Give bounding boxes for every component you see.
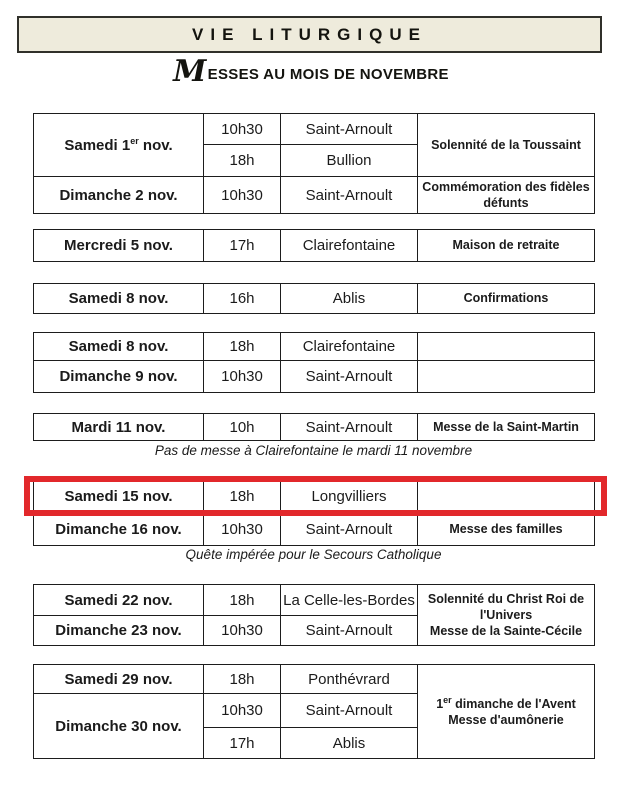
event-cell (418, 585, 595, 646)
mass-table-nov22-23 (33, 584, 595, 646)
event-cell: Maison de retraite (418, 230, 595, 262)
event-cell: Solennité de la Toussaint (418, 114, 595, 177)
date-cell: Samedi 8 nov. (34, 333, 204, 361)
time-cell: 17h (204, 728, 281, 759)
place-cell: Clairefontaine (281, 230, 418, 262)
place-cell: La Celle-les-Bordes (281, 585, 418, 616)
event-cell: Confirmations (418, 284, 595, 314)
event-line: Solennité du Christ Roi de l'Univers (427, 591, 585, 622)
place-cell: Saint-Arnoult (281, 361, 418, 393)
table-row (34, 333, 595, 361)
event-ordinal: er (443, 694, 452, 705)
mass-table-nov29-30 (33, 664, 595, 759)
time-cell: 17h (204, 230, 281, 262)
date-cell: Mercredi 5 nov. (34, 230, 204, 262)
time-cell: 18h (204, 481, 281, 513)
highlighted-table-row (34, 481, 595, 513)
date-cell: Samedi 29 nov. (34, 665, 204, 694)
event-stack (420, 695, 592, 729)
date-cell: Dimanche 30 nov. (34, 694, 204, 759)
place-cell: Ablis (281, 284, 418, 314)
table-row (34, 284, 595, 314)
event-line (420, 695, 592, 712)
place-cell: Ablis (281, 728, 418, 759)
place-cell: Ponthévrard (281, 665, 418, 694)
table-row (34, 361, 595, 393)
time-cell: 10h30 (204, 513, 281, 546)
event-cell (418, 333, 595, 361)
event-cell (418, 481, 595, 513)
time-cell: 16h (204, 284, 281, 314)
table-row (34, 665, 595, 694)
section-banner (17, 16, 602, 53)
time-cell: 10h30 (204, 114, 281, 145)
time-cell: 10h30 (204, 616, 281, 646)
place-cell: Saint-Arnoult (281, 694, 418, 728)
event-cell: Messe de la Saint-Martin (418, 414, 595, 441)
time-cell: 10h30 (204, 361, 281, 393)
note-quete-secours-catholique: Quête impérée pour le Secours Catholique (185, 547, 442, 562)
page-title-initial: M (173, 54, 207, 89)
date-cell: Dimanche 2 nov. (34, 177, 204, 214)
event-line: Messe de la Sainte-Cécile (429, 624, 583, 639)
place-cell: Saint-Arnoult (281, 414, 418, 441)
time-cell: 18h (204, 145, 281, 177)
mass-table-nov5 (33, 229, 595, 262)
place-cell: Clairefontaine (281, 333, 418, 361)
date-cell: Samedi 15 nov. (34, 481, 204, 513)
event-text: 1 (436, 696, 444, 711)
mass-table-nov15-16 (33, 480, 595, 546)
event-line: Messe d'aumônerie (448, 713, 564, 728)
date-cell: Dimanche 23 nov. (34, 616, 204, 646)
mass-table-nov1-2 (33, 113, 595, 214)
date-text: Samedi 1 (64, 137, 131, 154)
date-ordinal: er (130, 136, 139, 146)
time-cell: 18h (204, 585, 281, 616)
page-title-rest: ESSES AU MOIS DE NOVEMBRE (207, 66, 449, 83)
section-banner-title: VIE LITURGIQUE (192, 24, 427, 44)
event-cell (418, 361, 595, 393)
table-row (34, 114, 595, 145)
date-text: nov. (138, 137, 173, 154)
event-cell: Messe des familles (418, 513, 595, 546)
place-cell: Bullion (281, 145, 418, 177)
table-row (34, 414, 595, 441)
place-cell: Saint-Arnoult (281, 114, 418, 145)
place-cell: Saint-Arnoult (281, 616, 418, 646)
note-no-mass-clairefontaine: Pas de messe à Clairefontaine le mardi 11 novembre (154, 443, 473, 458)
date-cell (34, 114, 204, 177)
mass-table-nov8-9 (33, 332, 595, 393)
date-cell: Mardi 11 nov. (34, 414, 204, 441)
time-cell: 18h (204, 665, 281, 694)
event-text: dimanche de l'Avent (451, 696, 576, 711)
event-cell: Commémoration des fidèles défunts (418, 177, 595, 214)
date-cell: Samedi 22 nov. (34, 585, 204, 616)
date-cell: Samedi 8 nov. (34, 284, 204, 314)
table-row (34, 230, 595, 262)
time-cell: 18h (204, 333, 281, 361)
time-cell: 10h (204, 414, 281, 441)
time-cell: 10h30 (204, 177, 281, 214)
mass-table-nov11 (33, 413, 595, 441)
place-cell: Saint-Arnoult (281, 513, 418, 546)
event-stack (420, 591, 592, 640)
place-cell: Saint-Arnoult (281, 177, 418, 214)
table-row (34, 585, 595, 616)
event-cell (418, 665, 595, 759)
place-cell: Longvilliers (281, 481, 418, 513)
page-title (0, 54, 622, 89)
date-cell: Dimanche 9 nov. (34, 361, 204, 393)
table-row (34, 513, 595, 546)
table-row (34, 177, 595, 214)
date-cell: Dimanche 16 nov. (34, 513, 204, 546)
time-cell: 10h30 (204, 694, 281, 728)
mass-table-nov8-ablis (33, 283, 595, 314)
